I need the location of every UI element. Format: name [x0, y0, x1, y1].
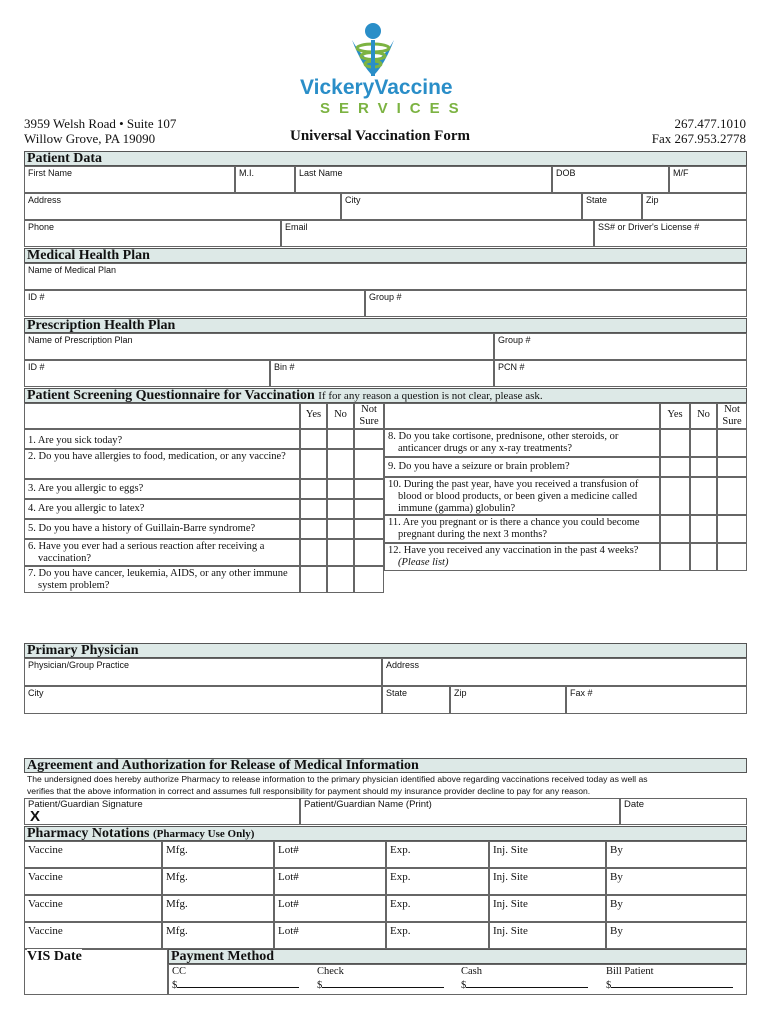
q4-no-box[interactable]: [327, 499, 354, 519]
mi-field[interactable]: M.I.: [235, 166, 295, 193]
q12-yes-box[interactable]: [660, 543, 690, 571]
physician-city-field[interactable]: City: [24, 686, 382, 714]
pharmacy-exp-cell[interactable]: Exp.: [386, 895, 489, 922]
medical-plan-header: Medical Health Plan: [24, 248, 747, 263]
pharmacy-by-cell[interactable]: By: [606, 868, 747, 895]
q6-no-box[interactable]: [327, 539, 354, 566]
pharmacy-mfg-cell[interactable]: Mfg.: [162, 841, 274, 868]
q3-notsure-box[interactable]: [354, 479, 384, 499]
q7-no-box[interactable]: [327, 566, 354, 593]
q5-no-box[interactable]: [327, 519, 354, 539]
last-name-field[interactable]: Last Name: [295, 166, 552, 193]
q4-yes-box[interactable]: [300, 499, 327, 519]
q9-yes-box[interactable]: [660, 457, 690, 477]
pharmacy-site-cell[interactable]: Inj. Site: [489, 895, 606, 922]
payment-cc[interactable]: CC $: [172, 966, 299, 992]
pharmacy-site-cell[interactable]: Inj. Site: [489, 868, 606, 895]
q8-notsure-box[interactable]: [717, 429, 747, 457]
no-col-header-right: No: [690, 403, 717, 429]
rx-pcn-field[interactable]: PCN #: [494, 360, 747, 387]
rx-bin-field[interactable]: Bin #: [270, 360, 494, 387]
question-11: 11. Are you pregnant or is there a chance you could become pregnant during the next 3 months?: [384, 515, 660, 543]
not-sure-col-header: Not Sure: [354, 403, 384, 429]
print-name-field[interactable]: Patient/Guardian Name (Print): [300, 798, 620, 825]
q6-notsure-box[interactable]: [354, 539, 384, 566]
dob-field[interactable]: DOB: [552, 166, 669, 193]
rx-id-field[interactable]: ID #: [24, 360, 270, 387]
q5-yes-box[interactable]: [300, 519, 327, 539]
question-1: 1. Are you sick today?: [24, 429, 300, 449]
ssn-field[interactable]: SS# or Driver's License #: [594, 220, 747, 247]
q7-notsure-box[interactable]: [354, 566, 384, 593]
no-col-header: No: [327, 403, 354, 429]
email-field[interactable]: Email: [281, 220, 594, 247]
q2-no-box[interactable]: [327, 449, 354, 479]
yes-col-header-right: Yes: [660, 403, 690, 429]
physician-address-field[interactable]: Address: [382, 658, 747, 686]
pharmacy-notations-header: Pharmacy Notations (Pharmacy Use Only): [24, 826, 747, 841]
form-title: Universal Vaccination Form: [290, 128, 470, 144]
logo-name: VickeryVaccine: [300, 76, 453, 99]
signature-field[interactable]: Patient/Guardian Signature X: [24, 798, 300, 825]
screening-right-header-blank: [384, 403, 660, 429]
question-6: 6. Have you ever had a serious reaction after receiving a vaccination?: [24, 539, 300, 566]
question-8: 8. Do you take cortisone, prednisone, other steroids, or anticancer drugs or any x-ray treatments?: [384, 429, 660, 457]
screening-header: Patient Screening Questionnaire for Vaccination If for any reason a question is not clear, please ask.: [24, 388, 747, 403]
pharmacy-lot-cell[interactable]: Lot#: [274, 841, 386, 868]
q12-notsure-box[interactable]: [717, 543, 747, 571]
payment-check[interactable]: Check $: [317, 966, 444, 992]
first-name-field[interactable]: First Name: [24, 166, 235, 193]
q10-notsure-box[interactable]: [717, 477, 747, 515]
pharmacy-lot-cell[interactable]: Lot#: [274, 895, 386, 922]
screening-left-header-blank: [24, 403, 300, 429]
pharmacy-by-cell[interactable]: By: [606, 895, 747, 922]
question-12: 12. Have you received any vaccination in the past 4 weeks? (Please list): [384, 543, 660, 571]
physician-practice-field[interactable]: Physician/Group Practice: [24, 658, 382, 686]
question-7: 7. Do you have cancer, leukemia, AIDS, or any other immune system problem?: [24, 566, 300, 593]
zip-field[interactable]: Zip: [642, 193, 747, 220]
company-address: 3959 Welsh Road • Suite 107 Willow Grove, PA 19090: [24, 116, 177, 146]
caduceus-logo-icon: [290, 18, 460, 78]
q3-no-box[interactable]: [327, 479, 354, 499]
question-2: 2. Do you have allergies to food, medication, or any vaccine?: [24, 449, 300, 479]
q5-notsure-box[interactable]: [354, 519, 384, 539]
city-field[interactable]: City: [341, 193, 582, 220]
pharmacy-mfg-cell[interactable]: Mfg.: [162, 868, 274, 895]
physician-header: Primary Physician: [24, 643, 747, 658]
question-3: 3. Are you allergic to eggs?: [24, 479, 300, 499]
medical-id-field[interactable]: ID #: [24, 290, 365, 317]
q11-yes-box[interactable]: [660, 515, 690, 543]
rx-group-field[interactable]: Group #: [494, 333, 747, 360]
q8-yes-box[interactable]: [660, 429, 690, 457]
q9-notsure-box[interactable]: [717, 457, 747, 477]
payment-cash[interactable]: Cash $: [461, 966, 588, 992]
q1-no-box[interactable]: [327, 429, 354, 449]
medical-group-field[interactable]: Group #: [365, 290, 747, 317]
vis-date-label: VIS Date: [27, 949, 82, 964]
q10-yes-box[interactable]: [660, 477, 690, 515]
rx-plan-name-field[interactable]: Name of Prescription Plan: [24, 333, 494, 360]
agreement-text: The undersigned does hereby authorize Pharmacy to release information to the primary physician identified above regarding vaccinations received today as well as verifies that the above information in correct and assumes full responsibility for payment should my insurance provider decline to pay for any reason.: [27, 774, 648, 796]
q6-yes-box[interactable]: [300, 539, 327, 566]
q11-notsure-box[interactable]: [717, 515, 747, 543]
question-4: 4. Are you allergic to latex?: [24, 499, 300, 519]
pharmacy-exp-cell[interactable]: Exp.: [386, 841, 489, 868]
q10-no-box[interactable]: [690, 477, 717, 515]
q1-notsure-box[interactable]: [354, 429, 384, 449]
date-field[interactable]: Date: [620, 798, 747, 825]
pharmacy-mfg-cell[interactable]: Mfg.: [162, 895, 274, 922]
pharmacy-site-cell[interactable]: Inj. Site: [489, 841, 606, 868]
pharmacy-lot-cell[interactable]: Lot#: [274, 922, 386, 949]
patient-data-header: Patient Data: [24, 151, 747, 166]
company-logo: [290, 18, 468, 118]
agreement-header: Agreement and Authorization for Release of Medical Information: [24, 758, 747, 773]
physician-fax-field[interactable]: Fax #: [566, 686, 747, 714]
question-9: 9. Do you have a seizure or brain problem?: [384, 457, 660, 477]
pharmacy-vaccine-cell[interactable]: Vaccine: [24, 922, 162, 949]
pharmacy-exp-cell[interactable]: Exp.: [386, 922, 489, 949]
pharmacy-mfg-cell[interactable]: Mfg.: [162, 922, 274, 949]
physician-zip-field[interactable]: Zip: [450, 686, 566, 714]
question-10: 10. During the past year, have you received a transfusion of blood or blood products, or been given a medicine called immune (gamma) globulin?: [384, 477, 660, 515]
yes-col-header: Yes: [300, 403, 327, 429]
q8-no-box[interactable]: [690, 429, 717, 457]
pharmacy-by-cell[interactable]: By: [606, 841, 747, 868]
q9-no-box[interactable]: [690, 457, 717, 477]
q12-no-box[interactable]: [690, 543, 717, 571]
payment-method-header: Payment Method: [168, 949, 747, 964]
phone-field[interactable]: Phone: [24, 220, 281, 247]
not-sure-col-header-right: Not Sure: [717, 403, 747, 429]
signature-x-mark: X: [30, 808, 41, 825]
q7-yes-box[interactable]: [300, 566, 327, 593]
q1-yes-box[interactable]: [300, 429, 327, 449]
q4-notsure-box[interactable]: [354, 499, 384, 519]
company-phone: 267.477.1010 Fax 267.953.2778: [651, 116, 746, 146]
q2-yes-box[interactable]: [300, 449, 327, 479]
q2-notsure-box[interactable]: [354, 449, 384, 479]
medical-plan-name-field[interactable]: Name of Medical Plan: [24, 263, 747, 290]
logo-tagline: SERVICES: [320, 100, 468, 117]
pharmacy-exp-cell[interactable]: Exp.: [386, 868, 489, 895]
sex-field[interactable]: M/F: [669, 166, 747, 193]
prescription-plan-header: Prescription Health Plan: [24, 318, 747, 333]
physician-state-field[interactable]: State: [382, 686, 450, 714]
pharmacy-vaccine-cell[interactable]: Vaccine: [24, 868, 162, 895]
pharmacy-lot-cell[interactable]: Lot#: [274, 868, 386, 895]
q11-no-box[interactable]: [690, 515, 717, 543]
address-field[interactable]: Address: [24, 193, 341, 220]
pharmacy-by-cell[interactable]: By: [606, 922, 747, 949]
pharmacy-vaccine-cell[interactable]: Vaccine: [24, 841, 162, 868]
question-5: 5. Do you have a history of Guillain-Barre syndrome?: [24, 519, 300, 539]
payment-bill-patient[interactable]: Bill Patient $: [606, 966, 733, 992]
pharmacy-site-cell[interactable]: Inj. Site: [489, 922, 606, 949]
pharmacy-vaccine-cell[interactable]: Vaccine: [24, 895, 162, 922]
state-field[interactable]: State: [582, 193, 642, 220]
q3-yes-box[interactable]: [300, 479, 327, 499]
